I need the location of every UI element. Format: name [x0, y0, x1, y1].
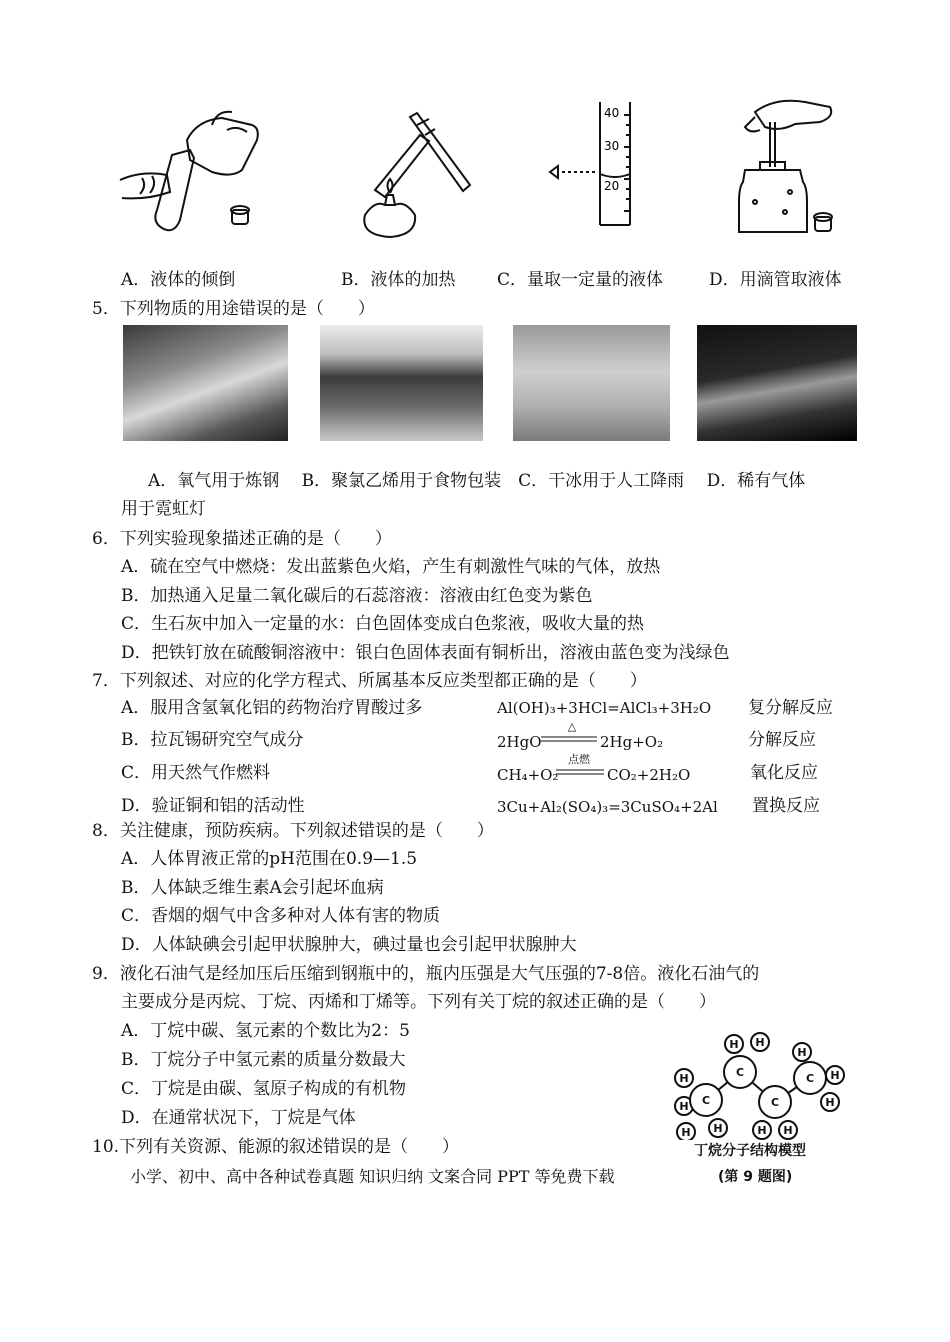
figure-caption: 丁烷分子结构模型 — [694, 1143, 806, 1159]
atom-h: H — [713, 1122, 723, 1135]
q9-option-a: A．丁烷中碳、氢元素的个数比为2：5 — [121, 1021, 410, 1041]
equals-sign — [556, 768, 604, 776]
q6-option-b: B．加热通入足量二氧化碳后的石蕊溶液：溶液由红色变为紫色 — [121, 586, 593, 606]
equals-sign — [541, 735, 597, 743]
q7-row-a-equation: Al(OH)₃+3HCl=AlCl₃+3H₂O — [497, 699, 712, 717]
q7-row-a-desc: A．服用含氢氧化铝的药物治疗胃酸过多 — [121, 698, 423, 718]
atom-h: H — [679, 1072, 689, 1085]
atom-h: H — [679, 1100, 689, 1113]
q9-option-c: C．丁烷是由碳、氢原子构成的有机物 — [121, 1079, 407, 1099]
q4-option-a: A．液体的倾倒 — [121, 270, 236, 290]
tick-label-30: 30 — [604, 139, 620, 153]
photo-artificial-rain — [513, 325, 670, 441]
q7-row-b-eq-right: 2Hg+O₂ — [600, 733, 664, 751]
q4-option-b: B．液体的加热 — [341, 270, 456, 290]
atom-h: H — [757, 1124, 767, 1137]
atom-h: H — [681, 1126, 691, 1139]
q7-row-c-condition: 点燃 — [568, 753, 590, 766]
q6-option-c: C．生石灰中加入一定量的水：白色固体变成白色浆液，吸收大量的热 — [121, 614, 645, 634]
q8-option-b: B．人体缺乏维生素A会引起坏血病 — [121, 878, 384, 898]
q6-stem: 6．下列实验现象描述正确的是（ ） — [92, 529, 392, 549]
photo-neon-lights — [697, 325, 857, 441]
atom-h: H — [797, 1046, 807, 1059]
q6-option-a: A．硫在空气中燃烧：发出蓝紫色火焰，产生有刺激性气味的气体，放热 — [121, 557, 661, 577]
atom-c: C — [735, 1066, 745, 1079]
figure-measuring-cylinder — [540, 100, 650, 230]
atom-h: H — [783, 1124, 793, 1137]
figure-dropper — [735, 92, 855, 242]
q7-row-d-desc: D．验证铜和铝的活动性 — [121, 796, 305, 816]
q7-stem: 7．下列叙述、对应的化学方程式、所属基本反应类型都正确的是（ ） — [92, 671, 647, 691]
atom-h: H — [729, 1038, 739, 1051]
atom-c: C — [701, 1094, 711, 1107]
q5-stem: 5．下列物质的用途错误的是（ ） — [92, 299, 375, 319]
q5-options: A．氧气用于炼钢 B．聚氯乙烯用于食物包装 C．干冰用于人工降雨 D．稀有气体 — [148, 471, 806, 491]
q4-option-c: C．量取一定量的液体 — [497, 270, 664, 290]
q7-row-c-eq-left: CH₄+O₂ — [497, 766, 559, 784]
q9-stem-line1: 9．液化石油气是经加压后压缩到钢瓶中的，瓶内压强是大气压强的7-8倍。液化石油气的 — [92, 964, 760, 984]
q7-row-b-type: 分解反应 — [748, 730, 816, 750]
photo-steelmaking — [123, 325, 288, 441]
q7-row-d-type: 置换反应 — [752, 796, 820, 816]
q7-row-c-type: 氧化反应 — [750, 763, 818, 783]
q10-stem: 10.下列有关资源、能源的叙述错误的是（ ） — [92, 1137, 460, 1157]
atom-c: C — [805, 1072, 815, 1085]
q8-stem: 8．关注健康，预防疾病。下列叙述错误的是（ ） — [92, 821, 494, 841]
figure-heating-liquid — [345, 105, 475, 245]
tick-label-40: 40 — [604, 106, 620, 120]
figure-pouring-liquid — [112, 100, 272, 245]
figure-number: (第 9 题图) — [718, 1169, 793, 1185]
q8-option-a: A．人体胃液正常的pH范围在0.9—1.5 — [121, 849, 418, 869]
butane-molecule-model — [670, 1030, 850, 1140]
atom-h: H — [830, 1069, 840, 1082]
q7-row-d-equation: 3Cu+Al₂(SO₄)₃=3CuSO₄+2Al — [497, 798, 718, 816]
q7-row-b-eq-left: 2HgO — [497, 733, 542, 751]
atom-c: C — [770, 1096, 780, 1109]
tick-label-20: 20 — [604, 179, 620, 193]
photo-food-packaging — [320, 325, 483, 441]
q7-row-c-eq-right: CO₂+2H₂O — [607, 766, 691, 784]
q8-option-c: C．香烟的烟气中含多种对人体有害的物质 — [121, 906, 441, 926]
q8-option-d: D．人体缺碘会引起甲状腺肿大，碘过量也会引起甲状腺肿大 — [121, 935, 577, 955]
q7-row-a-type: 复分解反应 — [748, 698, 833, 718]
q7-row-b-desc: B．拉瓦锡研究空气成分 — [121, 730, 304, 750]
q7-row-c-desc: C．用天然气作燃料 — [121, 763, 271, 783]
q5-options-cont: 用于霓虹灯 — [121, 499, 206, 519]
q9-stem-line2: 主要成分是丙烷、丁烷、丙烯和丁烯等。下列有关丁烷的叙述正确的是（ ） — [121, 992, 716, 1012]
q6-option-d: D．把铁钉放在硫酸铜溶液中：银白色固体表面有铜析出，溶液由蓝色变为浅绿色 — [121, 643, 730, 663]
footer-text: 小学、初中、高中各种试卷真题 知识归纳 文案合同 PPT 等免费下载 — [130, 1167, 615, 1186]
q9-option-b: B．丁烷分子中氢元素的质量分数最大 — [121, 1050, 406, 1070]
atom-h: H — [825, 1096, 835, 1109]
q9-option-d: D．在通常状况下，丁烷是气体 — [121, 1108, 356, 1128]
atom-h: H — [755, 1036, 765, 1049]
q7-row-b-condition: △ — [567, 720, 577, 733]
q4-option-d: D．用滴管取液体 — [709, 270, 842, 290]
